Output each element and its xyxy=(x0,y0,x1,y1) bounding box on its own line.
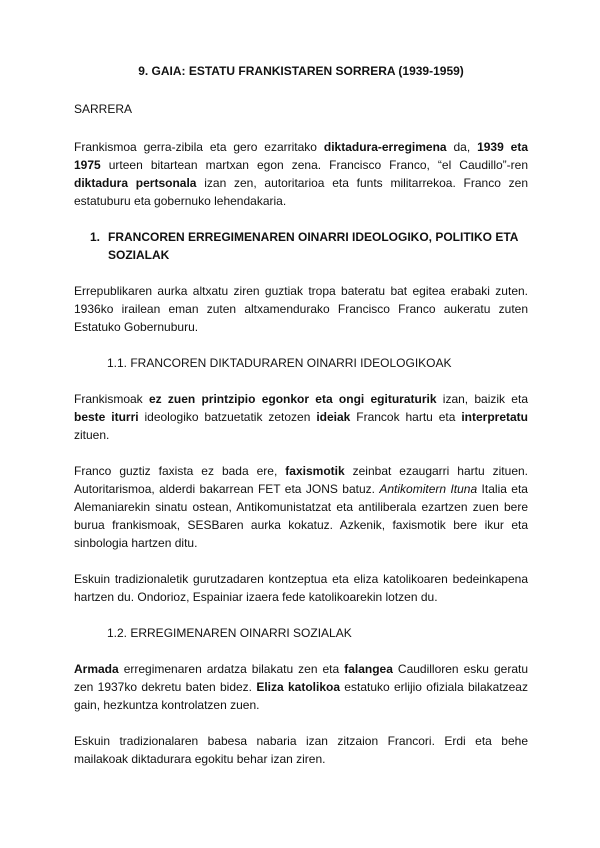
section-1-paragraph: Errepublikaren aurka altxatu ziren guztiak tropa bateratu bat egitea erabaki zuten. 1936ko irailean eman zuten altxamendurako Francisco Franco aukeratu zuten Estatuko Gobernuburu. xyxy=(74,284,528,334)
text: Frankismoa gerra-zibila eta gero ezarritako xyxy=(74,140,324,154)
section-heading-text: FRANCOREN ERREGIMENAREN OINARRI IDEOLOGIKO, POLITIKO ETA SOZIALAK xyxy=(108,230,519,262)
document-title: 9. GAIA: ESTATU FRANKISTAREN SORRERA (1939-1959) xyxy=(138,64,464,78)
intro-paragraph xyxy=(74,138,528,210)
section-1-2-heading: 1.2. ERREGIMENAREN OINARRI SOZIALAK xyxy=(107,626,352,640)
italic-text: Antikomitern Ituna xyxy=(379,482,478,496)
text: ideologiko batzuetatik zetozen xyxy=(138,410,317,424)
text: urteen bitartean martxan egon zena. Francisco Franco, “el Caudillo”-ren xyxy=(100,158,528,172)
text: estatuko erlijio ofiziala bilakatzeaz gain, hezkuntza kontrolatzen zuen. xyxy=(74,680,528,712)
bold-text: beste iturri xyxy=(74,410,139,424)
bold-text: Eliza katolikoa xyxy=(256,680,340,694)
document-page xyxy=(74,62,528,786)
text: izan, baizik eta xyxy=(436,392,528,406)
text: da, xyxy=(446,140,478,154)
section-1-1-paragraph-2 xyxy=(74,462,528,552)
bold-text: ideiak xyxy=(316,410,351,424)
text: Frankismoak xyxy=(74,392,149,406)
section-1-heading xyxy=(74,228,528,264)
text: izan zen, autoritarioa eta funts militarrekoa. Franco zen estatuburu eta gobernuko lehendakaria. xyxy=(74,176,529,208)
text: Italia eta Alemaniarekin sinatu ostean, Antikomunistatzat eta antiliberala ezartzen zuen bere burua frankismoak, SESBaren aurka kokatuz. Azkenik, faxismotik bere ikur eta sinbologia hartzen ditu. xyxy=(74,482,528,550)
text: Francok hartu eta xyxy=(350,410,462,424)
bold-text: faxismotik xyxy=(285,464,345,478)
bold-text: 1939 eta 1975 xyxy=(74,140,528,172)
section-1-2-paragraph-1 xyxy=(74,660,528,714)
text: zeinbat ezaugarri hartu zituen. Autoritarismoa, alderdi bakarrean FET eta JONS batuz. xyxy=(74,464,528,496)
text: zituen. xyxy=(74,428,110,442)
text: Franco guztiz faxista ez bada ere, xyxy=(74,464,286,478)
bold-text: diktadura-erregimena xyxy=(323,140,447,154)
text: erregimenaren ardatza bilakatu zen eta xyxy=(118,662,345,676)
section-1-1-heading: 1.1. FRANCOREN DIKTADURAREN OINARRI IDEOLOGIKOAK xyxy=(107,356,452,370)
bold-text: Armada xyxy=(74,662,119,676)
section-1-1-paragraph-1 xyxy=(74,390,528,444)
bold-text: ez zuen printzipio egonkor eta ongi egituraturik xyxy=(148,392,437,406)
section-label-sarrera: SARRERA xyxy=(74,102,133,116)
section-1-2-paragraph-2: Eskuin tradizionalaren babesa nabaria izan zitzaion Francori. Erdi eta behe mailakoak diktadurara egokitu behar izan ziren. xyxy=(74,734,528,766)
bold-text: interpretatu xyxy=(461,410,529,424)
bold-text: diktadura pertsonala xyxy=(74,176,197,190)
section-number: 1. xyxy=(90,230,101,244)
text: Caudilloren esku geratu zen 1937ko dekretu baten bidez. xyxy=(74,662,528,694)
bold-text: falangea xyxy=(344,662,393,676)
section-1-1-paragraph-3: Eskuin tradizionaletik gurutzadaren kontzeptua eta eliza katolikoaren bedeinkapena hartzen du. Ondorioz, Espainiar izaera fede katolikoarekin lotzen du. xyxy=(74,572,528,604)
